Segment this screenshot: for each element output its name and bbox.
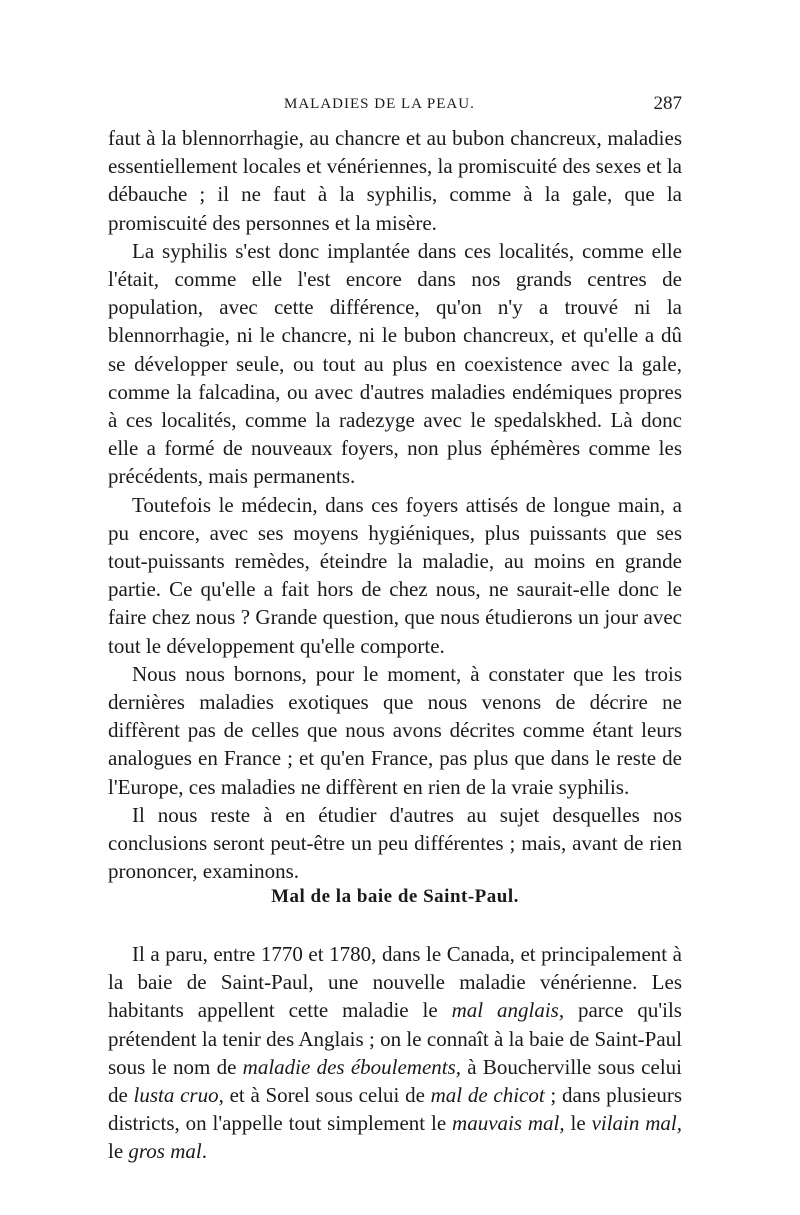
page-number: 287 bbox=[653, 93, 682, 114]
text-run: le bbox=[564, 1111, 592, 1136]
section-heading: Mal de la baie de Saint-Paul. bbox=[271, 886, 519, 907]
text-run: , et à Sorel sous celui de bbox=[218, 1083, 431, 1108]
text-run: Il a paru, entre 1770 et 1780, dans le Canada, et principalement à la baie de Saint-Paul, une nouvelle maladie vénérienne. Les habitants appellent cette maladie le bbox=[108, 942, 682, 1023]
text-run: le bbox=[108, 1139, 129, 1164]
italic-term: mal de chicot bbox=[430, 1083, 545, 1108]
italic-term: vilain mal, bbox=[591, 1111, 683, 1136]
paragraph: Il nous reste à en étudier d'autres au sujet desquelles nos conclusions seront peut-être un peu différentes ; mais, avant de rien prononcer, examinons. bbox=[108, 802, 682, 884]
body-text bbox=[108, 124, 682, 885]
section-body bbox=[108, 940, 682, 1166]
paragraph: faut à la blennorrhagie, au chancre et au bubon chancreux, maladies essentiellement locales et vénériennes, la promiscuité des sexes et la débauche ; il ne faut à la syphilis, comme à la gale, que la promiscuité des personnes et la misère. bbox=[108, 126, 682, 235]
running-title: MALADIES DE LA PEAU. bbox=[284, 96, 475, 112]
page-header bbox=[108, 93, 682, 120]
text-run: à Boucherville sous celui de bbox=[108, 1054, 682, 1108]
text-run: parce qu'ils prétendent la tenir des Anglais ; on le connaît à la baie de Saint-Paul sous le nom de bbox=[108, 998, 682, 1079]
italic-term: lusta cruo bbox=[133, 1083, 219, 1108]
paragraph: Toutefois le médecin, dans ces foyers attisés de longue main, a pu encore, avec ses moyens hygiéniques, plus puissants que ses tout-puissants remèdes, éteindre la maladie, au moins en grande partie. Ce qu'elle a fait hors de chez nous, ne saurait-elle donc le faire chez nous ? Grande question, que nous étudierons un jour avec tout le développement qu'elle comporte. bbox=[108, 492, 682, 658]
italic-term: maladie des éboulements, bbox=[242, 1054, 462, 1079]
italic-term: gros mal bbox=[128, 1139, 202, 1164]
italic-term: mal anglais, bbox=[451, 998, 565, 1023]
paragraph: Nous nous bornons, pour le moment, à constater que les trois dernières maladies exotiques que nous venons de décrire ne diffèrent pas de celles que nous avons décrites comme étant leurs analogues en France ; et qu'en France, pas plus que dans le reste de l'Europe, ces maladies ne diffèrent en rien de la vraie syphilis. bbox=[108, 661, 682, 799]
paragraph bbox=[108, 940, 682, 1166]
italic-term: mauvais mal, bbox=[452, 1111, 565, 1136]
text-run: ; dans plusieurs districts, on l'appelle tout simplement le bbox=[108, 1083, 683, 1136]
text-run: . bbox=[201, 1139, 207, 1164]
paragraph: La syphilis s'est donc implantée dans ces localités, comme elle l'était, comme elle l'est encore dans nos grands centres de population, avec cette différence, qu'on n'y a trouvé ni la blennorrhagie, ni le chancre, ni le bubon chancreux, et qu'elle a dû se développer seule, ou tout au plus en coexistence avec la gale, comme la falcadina, ou avec d'autres maladies endémiques propres à ces localités, comme la radezyge avec le spedalskhed. Là donc elle a formé de nouveaux foyers, non plus éphémères comme les précédents, mais permanents. bbox=[108, 238, 682, 489]
